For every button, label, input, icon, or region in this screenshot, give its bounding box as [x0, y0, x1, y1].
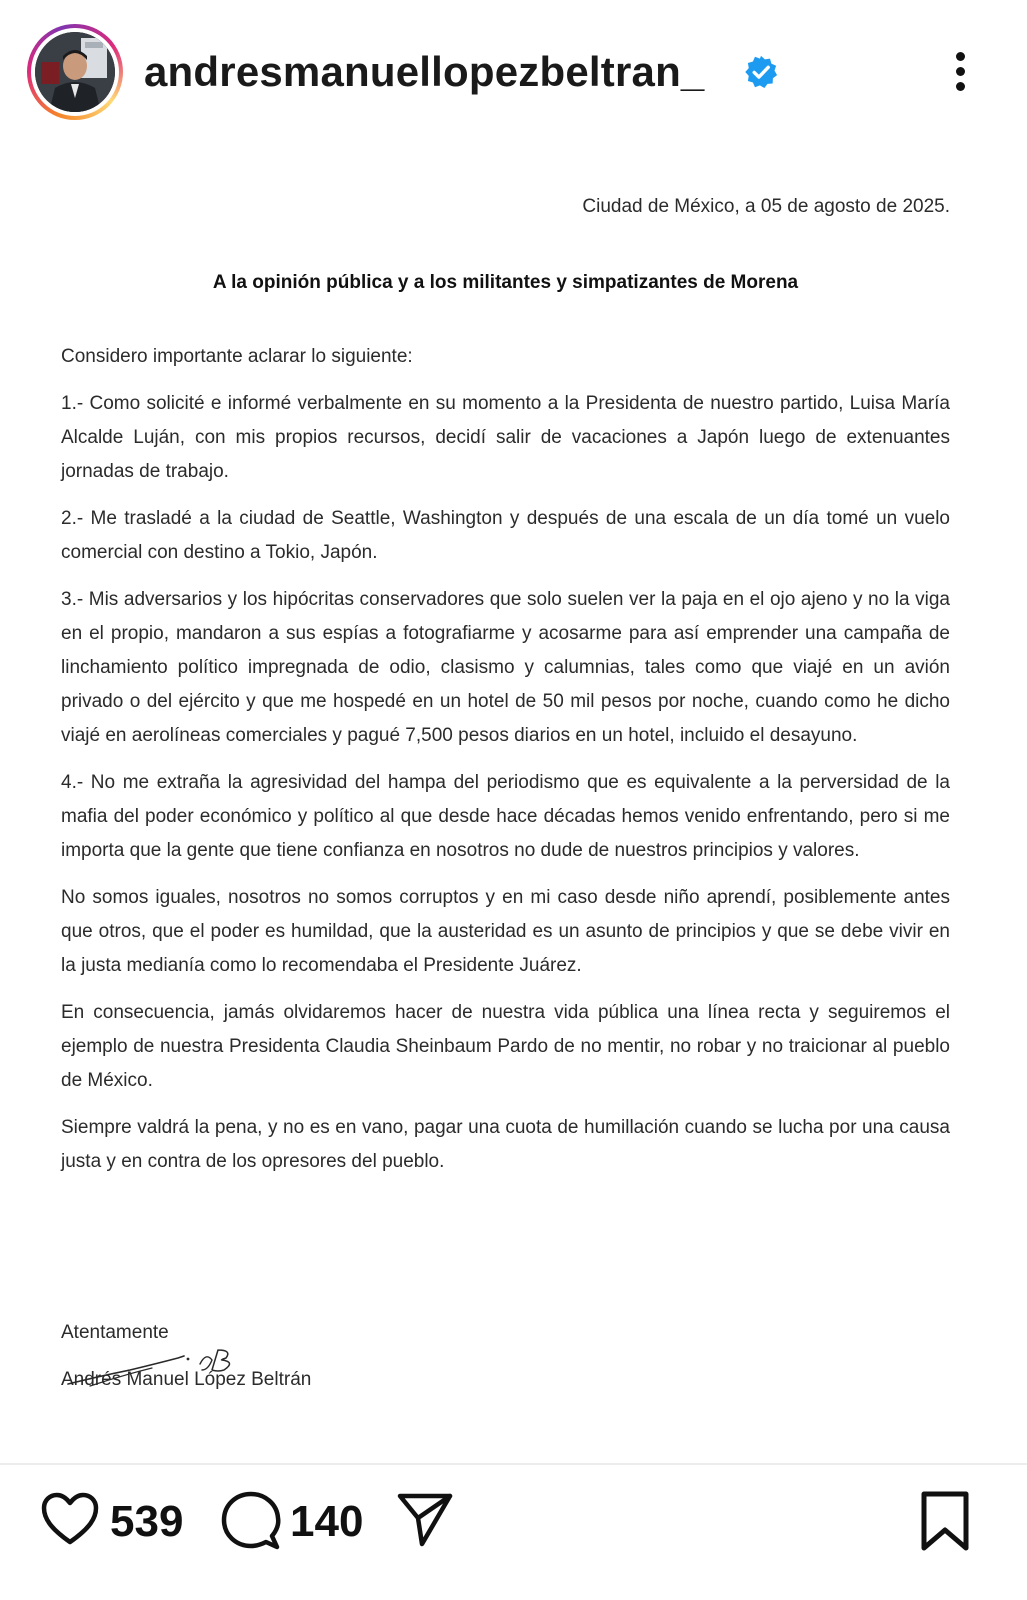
avatar[interactable] [35, 32, 115, 112]
story-ring[interactable] [27, 24, 123, 120]
letter-paragraph: 1.- Como solicité e informé verbalmente en su momento a la Presidenta de nuestro partido, Luisa María Alcalde Luján, con mis propios recursos, decidí salir de vacaciones a Japón luego de extenuantes jornadas de trabajo. [61, 393, 950, 482]
letter-date: Ciudad de México, a 05 de agosto de 2025. [582, 196, 950, 217]
post-header [0, 0, 1027, 150]
username[interactable]: andresmanuellopezbeltran_ [144, 48, 705, 95]
like-count[interactable]: 539 [110, 1497, 184, 1546]
letter-paragraph: No somos iguales, nosotros no somos corruptos y en mi caso desde niño aprendí, posiblemente antes que otros, que el poder es humildad, que la austeridad es un asunto de principios y que se debe vivir en la justa medianía como lo recomendaba el Presidente Juárez. [61, 887, 950, 976]
more-options-icon[interactable] [944, 48, 976, 98]
send-icon[interactable] [396, 1490, 454, 1548]
comment-count[interactable]: 140 [290, 1497, 364, 1546]
letter-paragraph: Siempre valdrá la pena, y no es en vano, pagar una cuota de humillación cuando se lucha por una causa justa y en contra de los opresores del pueblo. [61, 1117, 950, 1172]
letter-paragraph: 4.- No me extraña la agresividad del hampa del periodismo que es equivalente a la perversidad de la mafia del poder económico y político al que desde hace décadas hemos venido enfrentando, pero si me importa que la gente que tiene confianza en nosotros no dude de nuestros principios y valores. [61, 772, 950, 861]
comment-icon[interactable] [220, 1490, 282, 1552]
letter-signer: Andrés Manuel López Beltrán [61, 1369, 312, 1390]
divider [0, 1463, 1027, 1465]
letter-heading: A la opinión pública y a los militantes y simpatizantes de Morena [212, 272, 799, 293]
letter-paragraph: 3.- Mis adversarios y los hipócritas conservadores que solo suelen ver la paja en el ojo ajeno y no la viga en el propio, mandaron a sus espías a fotografiarme y acosarme para así emprender una campaña de linchamiento político impregnada de odio, clasismo y calumnias, tales como que viajé en un avión privado o del ejército y que me hospedé en un hotel de 50 mil pesos por noche, cuando como he dicho viajé en aerolíneas comerciales y pagué 7,500 pesos diarios en un hotel, incluido el desayuno. [61, 589, 950, 746]
letter-document [61, 190, 950, 1179]
letter-paragraph: 2.- Me trasladé a la ciudad de Seattle, Washington y después de una escala de un día tomé un vuelo comercial con destino a Tokio, Japón. [61, 508, 950, 563]
heart-icon[interactable] [40, 1490, 100, 1550]
letter-paragraph: En consecuencia, jamás olvidaremos hacer de nuestra vida pública una línea recta y seguiremos el ejemplo de nuestra Presidenta Claudia Sheinbaum Pardo de no mentir, no robar y no traicionar al pueblo de México. [61, 1002, 950, 1091]
avatar-photo-icon [35, 32, 115, 112]
bookmark-icon[interactable] [918, 1490, 972, 1552]
verified-badge-icon [744, 55, 778, 89]
letter-closing: Atentamente [61, 1322, 169, 1343]
post-actions [0, 1480, 1027, 1570]
letter-intro: Considero importante aclarar lo siguiente: [61, 346, 413, 367]
